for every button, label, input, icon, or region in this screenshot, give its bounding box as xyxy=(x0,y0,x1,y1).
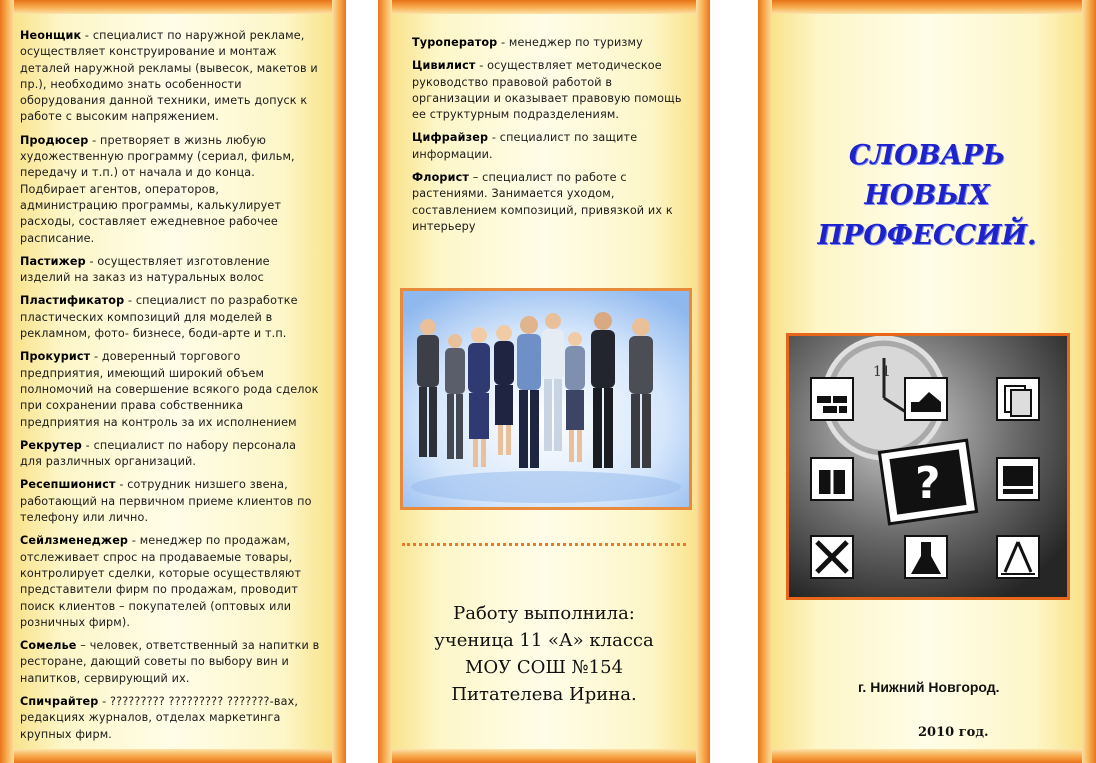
brochure-title xyxy=(798,136,1056,256)
svg-text:?: ? xyxy=(915,458,941,509)
right-border xyxy=(1082,0,1096,763)
professionals-illustration xyxy=(400,288,692,510)
right-panel xyxy=(758,0,1096,763)
glossary-entry xyxy=(20,349,320,430)
glossary-term: Сейлзменеджер xyxy=(20,534,129,548)
glossary-term: Спичрайтер xyxy=(20,694,99,708)
glossary-term: Прокурист xyxy=(20,350,91,364)
bottom-border xyxy=(378,749,710,763)
year-label: 2010 год. xyxy=(918,725,989,740)
credits xyxy=(398,600,690,708)
glossary-entry xyxy=(20,533,320,631)
top-border xyxy=(758,0,1096,14)
left-border xyxy=(0,0,14,763)
computer-icon xyxy=(997,458,1039,500)
glossary-entry xyxy=(412,130,682,163)
credits-line-4: Питателева Ирина. xyxy=(451,684,637,705)
glossary-term: Цивилист xyxy=(412,59,476,73)
glossary-term: Цифрайзер xyxy=(412,131,489,145)
crane-icon xyxy=(905,378,947,420)
svg-text:11: 11 xyxy=(873,364,891,380)
glossary-entry xyxy=(20,133,320,247)
documents-icon xyxy=(997,378,1039,420)
gift-icon xyxy=(811,458,853,500)
glossary-definition: – специалист по работе с растениями. Занимается уходом, составлением композиций, привязкой их к интерьеру xyxy=(412,171,673,233)
credits-line-1: Работу выполнила: xyxy=(453,603,635,624)
glossary-definition: - менеджер по туризму xyxy=(497,36,643,49)
top-border xyxy=(0,0,346,14)
glossary-entry xyxy=(20,438,320,471)
glossary-term: Пастижер xyxy=(20,254,86,268)
left-border xyxy=(378,0,392,763)
glossary-term: Сомелье xyxy=(20,639,77,653)
glossary-term: Ресепшионист xyxy=(20,478,116,492)
glossary-entry xyxy=(412,35,682,51)
glossary-term: Рекрутер xyxy=(20,438,82,452)
glossary-definition: - специалист по защите информации. xyxy=(412,131,638,161)
credits-line-3: МОУ СОШ №154 xyxy=(464,657,624,678)
glossary-definition: - претворяет в жизнь любую художественную программу (сериал, фильм, передачу и т.п.) от начала и до конца. Подбирает агентов, операторов, администрацию программы, калькулирует расходы, составляет ежедневное рабочее расписание. xyxy=(20,133,295,245)
glossary-left xyxy=(20,28,320,750)
glossary-term: Туроператор xyxy=(412,36,498,49)
middle-panel xyxy=(378,0,710,763)
glossary-entry xyxy=(412,58,682,123)
lab-flask-icon xyxy=(905,536,947,578)
glossary-definition: - осуществляет изготовление изделий на заказ из натуральных волос xyxy=(20,254,270,285)
tools-icon xyxy=(811,536,853,578)
right-border xyxy=(696,0,710,763)
glossary-entry xyxy=(20,28,320,126)
glossary-entry xyxy=(412,170,682,235)
glossary-middle xyxy=(412,35,682,242)
bricks-icon xyxy=(811,378,853,420)
left-panel xyxy=(0,0,346,763)
glossary-definition: - специалист по набору персонала для различных организаций. xyxy=(20,438,297,469)
glossary-term: Пластификатор xyxy=(20,294,125,308)
glossary-definition: - доверенный торгового предприятия, имеющий широкий объем полномочий на совершение всякого рода сделок при сохранении права собственника предприятия на контроль за их исполнением xyxy=(20,350,319,429)
city-label: г. Нижний Новгород. xyxy=(858,679,1000,695)
glossary-definition: - менеджер по продажам, отслеживает спрос на продаваемые товары, контролирует сделки, которые осуществляют представители фирм по продажам, проводит поиск клиентов – покупателей (оптовых или розничных фирм). xyxy=(20,534,302,629)
glossary-entry xyxy=(20,254,320,287)
title-line-2: НОВЫХ xyxy=(864,180,990,211)
glossary-term: Продюсер xyxy=(20,133,89,147)
glossary-definition: - ????????? ????????? ???????-вах, редакциях журналов, отделах маркетинга крупных фирм. xyxy=(20,694,299,741)
title-line-1: СЛОВАРЬ xyxy=(848,140,1006,171)
professions-icons-image xyxy=(786,333,1070,600)
right-border xyxy=(332,0,346,763)
question-icon xyxy=(879,440,976,524)
compass-icon xyxy=(997,536,1039,578)
title-line-3: ПРОФЕССИЙ. xyxy=(817,220,1037,251)
top-border xyxy=(378,0,710,14)
glossary-definition: - специалист по разработке пластических композиций для моделей в рекламном, фото- бизнесе, боди-арте и т.п. xyxy=(20,294,298,341)
credits-line-2: ученица 11 «А» класса xyxy=(434,630,654,651)
glossary-definition: – человек, ответственный за напитки в ресторане, дающий советы по выбору вин и напитков, сервирующий их. xyxy=(20,639,320,685)
glossary-term: Флорист xyxy=(412,171,469,185)
glossary-entry xyxy=(20,638,320,687)
glossary-entry xyxy=(20,477,320,526)
bottom-border xyxy=(758,749,1096,763)
left-border xyxy=(758,0,772,763)
bottom-border xyxy=(0,749,346,763)
glossary-definition: - осуществляет методическое руководство правовой работой в организации и оказывает правовую помощь ее структурным подразделениям. xyxy=(412,59,682,122)
glossary-entry xyxy=(20,694,320,743)
glossary-definition: - сотрудник низшего звена, работающий на первичном приеме клиентов по телефону или лично. xyxy=(20,478,312,525)
glossary-entry xyxy=(20,293,320,342)
dotted-divider xyxy=(402,543,686,546)
glossary-definition: - специалист по наружной рекламе, осуществляет конструирование и монтаж деталей наружной рекламы (вывесок, макетов и пр.), необходимо знать особенности оборудования данной техники, иметь допуск к работе с высоким напряжением. xyxy=(20,29,318,124)
glossary-term: Неонщик xyxy=(20,29,82,42)
